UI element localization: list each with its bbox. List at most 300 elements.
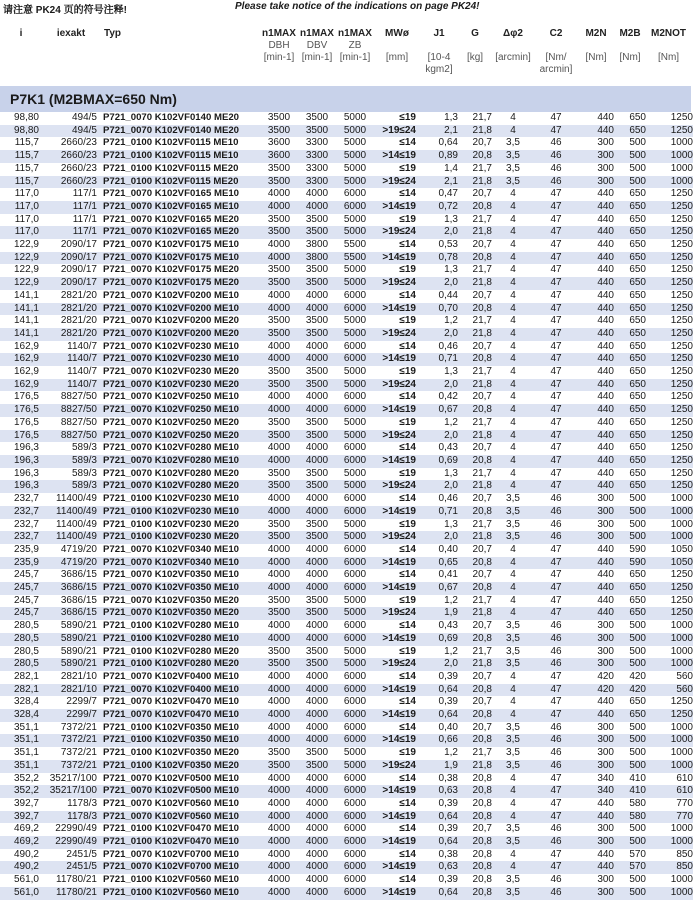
cell-m2b: 650	[614, 430, 646, 443]
cell-n1dbh: 4000	[260, 811, 298, 824]
cell-m2n: 440	[597, 467, 614, 479]
cell-c2: 47	[534, 684, 578, 697]
cell-m2b: 500	[629, 823, 646, 835]
cell-typ: P721_0070 K102VF0200 ME20	[103, 315, 240, 327]
cell-iexakt: 2451/5	[66, 848, 97, 860]
cell-iexakt: 2660/23	[42, 150, 100, 163]
cell-m2not: 770	[646, 811, 693, 824]
cell-j1: 1,2	[444, 315, 458, 327]
cell-typ: P721_0100 K102VF0350 ME20	[100, 760, 260, 773]
cell-typ: P721_0070 K102VF0175 ME20	[103, 264, 240, 276]
cell-n1dbh: 4000	[267, 391, 291, 403]
cell-typ: P721_0070 K102VF0560 ME10	[103, 797, 240, 809]
cell-m2b: 650	[629, 213, 646, 225]
cell-m2n: 300	[578, 531, 614, 544]
cell-m2b: 650	[614, 607, 646, 620]
cell-j1: 2,0	[420, 480, 458, 493]
cell-m2n: 440	[597, 543, 614, 555]
cell-m2n: 440	[597, 239, 614, 251]
cell-mw: >14≤19	[374, 506, 420, 519]
cell-n1zb: 5000	[343, 315, 367, 327]
cell-dphi: 3,5	[492, 633, 534, 646]
cell-typ: P721_0070 K102VF0250 ME10	[103, 391, 240, 403]
cell-typ: P721_0070 K102VF0140 ME20	[103, 112, 240, 123]
cell-mw: ≤14	[399, 620, 416, 632]
cell-c2: 47	[550, 670, 562, 682]
cell-m2n: 300	[597, 747, 614, 759]
cell-n1dbv: 3500	[298, 531, 336, 544]
cell-g: 20,7	[472, 188, 492, 200]
cell-mw: ≤14	[399, 848, 416, 860]
cell-i: 280,5	[0, 658, 42, 671]
cell-i: 176,5	[13, 391, 39, 403]
cell-m2not: 1250	[646, 328, 693, 341]
cell-c2: 47	[534, 480, 578, 493]
table-row	[0, 773, 693, 786]
cell-m2b: 650	[629, 467, 646, 479]
cell-g: 21,7	[472, 645, 492, 657]
cell-m2b: 650	[629, 315, 646, 327]
cell-m2not: 1250	[646, 582, 693, 595]
cell-j1: 1,3	[444, 467, 458, 479]
cell-m2not: 1050	[646, 557, 693, 570]
cell-c2: 46	[534, 734, 578, 747]
cell-n1zb: 6000	[343, 823, 367, 835]
table-row	[0, 798, 693, 811]
cell-typ: P721_0070 K102VF0250 ME10	[100, 404, 260, 417]
cell-n1dbh: 3500	[267, 594, 291, 606]
cell-n1dbh: 4000	[260, 557, 298, 570]
cell-iexakt: 2821/10	[60, 670, 97, 682]
cell-c2: 46	[550, 162, 562, 174]
cell-n1dbv: 4000	[298, 684, 336, 697]
cell-n1dbh: 3500	[267, 366, 291, 378]
cell-iexakt: 2090/17	[42, 252, 100, 265]
cell-n1dbh: 4000	[267, 620, 291, 632]
cell-m2not: 1000	[646, 658, 693, 671]
cell-n1dbv: 3500	[305, 467, 329, 479]
cell-m2not: 1000	[670, 645, 693, 657]
cell-dphi: 3,5	[506, 721, 520, 733]
cell-m2b: 500	[614, 887, 646, 900]
cell-mw: >14≤19	[374, 404, 420, 417]
cell-dphi: 4	[510, 289, 516, 301]
cell-n1dbh: 4000	[267, 874, 291, 886]
cell-n1zb: 5000	[343, 137, 367, 149]
cell-m2not: 1000	[670, 823, 693, 835]
cell-iexakt: 7372/21	[60, 721, 97, 733]
cell-iexakt: 22990/49	[42, 836, 100, 849]
cell-i: 328,4	[0, 709, 42, 722]
cell-m2b: 650	[629, 340, 646, 352]
cell-c2: 46	[534, 760, 578, 773]
cell-g: 21,8	[458, 607, 492, 620]
cell-c2: 47	[550, 569, 562, 581]
cell-typ: P721_0100 K102VF0280 ME20	[100, 658, 260, 671]
cell-i: 351,1	[0, 734, 42, 747]
cell-i: 115,7	[0, 150, 42, 163]
cell-i: 115,7	[14, 137, 39, 149]
cell-mw: ≤14	[399, 670, 416, 682]
cell-n1zb: 5000	[336, 379, 374, 392]
cell-mw: >14≤19	[374, 861, 420, 874]
cell-n1dbh: 4000	[260, 455, 298, 468]
cell-i: 235,9	[13, 543, 39, 555]
cell-g: 20,8	[458, 201, 492, 214]
cell-m2not: 1000	[670, 137, 693, 149]
cell-m2n: 420	[597, 670, 614, 682]
cell-g: 20,8	[458, 861, 492, 874]
cell-j1: 2,1	[420, 176, 458, 189]
cell-dphi: 4	[492, 785, 534, 798]
cell-m2n: 440	[597, 594, 614, 606]
cell-c2: 47	[550, 391, 562, 403]
cell-j1: 0,39	[438, 670, 458, 682]
cell-m2b: 650	[614, 480, 646, 493]
cell-typ: P721_0070 K102VF0340 ME10	[100, 557, 260, 570]
table-row	[0, 417, 693, 430]
cell-typ: P721_0070 K102VF0165 ME10	[103, 188, 240, 200]
header-mw: MWø [mm]	[385, 28, 409, 63]
header-m2n: M2N [Nm]	[585, 28, 607, 63]
table-row	[0, 264, 693, 277]
cell-i: 245,7	[13, 594, 39, 606]
cell-n1dbv: 3500	[305, 645, 329, 657]
cell-dphi: 3,5	[492, 531, 534, 544]
cell-g: 20,8	[458, 150, 492, 163]
cell-m2not: 770	[676, 797, 693, 809]
cell-m2n: 440	[578, 607, 614, 620]
cell-c2: 47	[550, 848, 562, 860]
cell-dphi: 4	[510, 213, 516, 225]
cell-m2n: 440	[597, 696, 614, 708]
cell-mw: >14≤19	[374, 836, 420, 849]
cell-n1dbh: 3500	[260, 176, 298, 189]
cell-g: 20,7	[472, 289, 492, 301]
cell-m2b: 650	[614, 353, 646, 366]
cell-i: 490,2	[13, 848, 39, 860]
cell-m2n: 440	[597, 315, 614, 327]
cell-m2n: 440	[597, 366, 614, 378]
cell-c2: 47	[534, 430, 578, 443]
cell-iexakt: 2660/23	[42, 176, 100, 189]
table-row	[0, 811, 693, 824]
table-row	[0, 150, 693, 163]
cell-m2n: 300	[597, 823, 614, 835]
cell-mw: >14≤19	[374, 353, 420, 366]
cell-i: 176,5	[0, 404, 42, 417]
table-row	[0, 557, 693, 570]
cell-c2: 47	[550, 442, 562, 454]
cell-iexakt: 117/1	[72, 188, 97, 200]
cell-m2not: 1000	[670, 721, 693, 733]
cell-i: 282,1	[0, 684, 42, 697]
cell-typ: P721_0070 K102VF0350 ME10	[100, 582, 260, 595]
cell-n1dbh: 4000	[267, 696, 291, 708]
cell-i: 392,7	[0, 811, 42, 824]
table-row	[0, 531, 693, 544]
cell-j1: 0,70	[420, 303, 458, 316]
cell-m2not: 1000	[646, 506, 693, 519]
cell-mw: >14≤19	[374, 150, 420, 163]
cell-j1: 0,38	[438, 848, 458, 860]
cell-i: 352,2	[0, 785, 42, 798]
cell-typ: P721_0070 K102VF0470 ME10	[100, 709, 260, 722]
cell-iexakt: 1140/7	[67, 366, 97, 378]
cell-n1dbh: 4000	[267, 670, 291, 682]
cell-n1dbh: 4000	[260, 709, 298, 722]
cell-iexakt: 5890/21	[60, 645, 97, 657]
cell-i: 176,5	[13, 416, 39, 428]
cell-dphi: 3,5	[506, 823, 520, 835]
cell-n1dbh: 3500	[267, 747, 291, 759]
cell-m2n: 300	[597, 620, 614, 632]
header-n1dbv: n1MAX DBV [min-1]	[300, 28, 334, 63]
cell-mw: >14≤19	[374, 633, 420, 646]
cell-j1: 1,2	[444, 416, 458, 428]
cell-mw: ≤14	[399, 340, 416, 352]
cell-iexakt: 2660/23	[60, 162, 97, 174]
cell-c2: 47	[550, 696, 562, 708]
cell-g: 20,8	[472, 772, 492, 784]
cell-i: 245,7	[0, 582, 42, 595]
cell-i: 122,9	[0, 277, 42, 290]
cell-c2: 47	[534, 582, 578, 595]
cell-m2b: 500	[629, 493, 646, 505]
cell-c2: 46	[550, 493, 562, 505]
cell-dphi: 4	[492, 709, 534, 722]
cell-n1zb: 5000	[336, 176, 374, 189]
table-row	[0, 125, 693, 138]
cell-n1dbv: 4000	[298, 836, 336, 849]
cell-mw: ≤19	[399, 112, 416, 123]
cell-mw: >19≤24	[374, 125, 420, 138]
cell-dphi: 4	[510, 366, 516, 378]
table-row	[0, 188, 693, 201]
cell-c2: 46	[534, 633, 578, 646]
cell-n1dbh: 4000	[260, 734, 298, 747]
cell-m2not: 1000	[646, 633, 693, 646]
cell-dphi: 4	[510, 696, 516, 708]
cell-dphi: 4	[492, 430, 534, 443]
cell-m2b: 500	[614, 734, 646, 747]
cell-n1dbv: 3500	[305, 747, 329, 759]
cell-i: 351,1	[13, 721, 39, 733]
cell-m2n: 300	[597, 874, 614, 886]
cell-c2: 46	[534, 836, 578, 849]
cell-g: 20,8	[458, 557, 492, 570]
cell-n1dbh: 4000	[267, 239, 291, 251]
cell-i: 122,9	[13, 239, 39, 251]
table-row	[0, 861, 693, 874]
table-row	[0, 341, 693, 354]
cell-g: 21,8	[458, 176, 492, 189]
cell-n1dbv: 3500	[298, 760, 336, 773]
cell-mw: >19≤24	[374, 277, 420, 290]
cell-dphi: 4	[510, 772, 516, 784]
cell-n1zb: 6000	[343, 797, 367, 809]
cell-c2: 47	[550, 289, 562, 301]
cell-g: 21,8	[458, 226, 492, 239]
cell-m2not: 1250	[646, 252, 693, 265]
cell-g: 21,7	[472, 467, 492, 479]
cell-c2: 46	[534, 506, 578, 519]
cell-n1zb: 5000	[343, 162, 367, 174]
cell-m2n: 340	[578, 785, 614, 798]
cell-j1: 0,66	[420, 734, 458, 747]
cell-c2: 47	[534, 861, 578, 874]
cell-n1dbv: 3500	[298, 607, 336, 620]
cell-n1zb: 6000	[336, 861, 374, 874]
cell-mw: ≤14	[399, 874, 416, 886]
cell-m2b: 500	[614, 506, 646, 519]
table-row	[0, 353, 693, 366]
cell-n1dbh: 4000	[260, 201, 298, 214]
cell-c2: 46	[550, 645, 562, 657]
cell-m2n: 440	[578, 379, 614, 392]
cell-j1: 0,89	[420, 150, 458, 163]
cell-m2not: 1000	[670, 493, 693, 505]
cell-g: 20,8	[458, 836, 492, 849]
cell-iexakt: 11400/49	[42, 506, 100, 519]
cell-m2not: 1250	[646, 226, 693, 239]
cell-i: 141,1	[13, 315, 39, 327]
cell-g: 20,7	[472, 569, 492, 581]
cell-m2b: 650	[629, 289, 646, 301]
cell-mw: >14≤19	[374, 557, 420, 570]
cell-j1: 0,39	[438, 696, 458, 708]
cell-m2b: 500	[614, 658, 646, 671]
cell-m2n: 440	[597, 391, 614, 403]
cell-c2: 47	[534, 709, 578, 722]
cell-n1zb: 6000	[336, 633, 374, 646]
cell-m2not: 1250	[646, 303, 693, 316]
cell-n1zb: 6000	[336, 506, 374, 519]
cell-m2not: 850	[676, 848, 693, 860]
table-row	[0, 201, 693, 214]
cell-m2not: 1250	[670, 391, 693, 403]
cell-j1: 0,38	[438, 772, 458, 784]
cell-i: 280,5	[13, 620, 39, 632]
cell-i: 561,0	[13, 874, 39, 886]
cell-iexakt: 8827/50	[60, 416, 97, 428]
cell-iexakt: 22990/49	[55, 823, 97, 835]
cell-m2n: 440	[597, 797, 614, 809]
cell-mw: ≤19	[399, 645, 416, 657]
cell-typ: P721_0100 K102VF0280 ME10	[100, 633, 260, 646]
cell-m2not: 1000	[670, 162, 693, 174]
table-row	[0, 823, 693, 836]
cell-n1zb: 6000	[336, 201, 374, 214]
cell-c2: 47	[534, 201, 578, 214]
cell-n1zb: 5500	[343, 239, 367, 251]
cell-dphi: 4	[510, 797, 516, 809]
cell-i: 141,1	[0, 303, 42, 316]
cell-typ: P721_0100 K102VF0280 ME20	[103, 645, 240, 657]
cell-n1dbv: 3500	[305, 264, 329, 276]
cell-c2: 47	[550, 239, 562, 251]
cell-c2: 46	[534, 531, 578, 544]
cell-j1: 1,9	[420, 760, 458, 773]
cell-m2not: 1250	[646, 379, 693, 392]
cell-m2n: 300	[578, 150, 614, 163]
cell-n1zb: 6000	[336, 785, 374, 798]
cell-mw: ≤19	[399, 747, 416, 759]
cell-n1dbv: 4000	[305, 696, 329, 708]
cell-m2b: 590	[629, 543, 646, 555]
cell-n1dbv: 4000	[305, 797, 329, 809]
cell-m2n: 300	[597, 162, 614, 174]
cell-i: 245,7	[0, 607, 42, 620]
cell-i: 98,80	[13, 112, 39, 123]
cell-typ: P721_0100 K102VF0115 ME20	[103, 162, 239, 174]
cell-g: 20,8	[458, 633, 492, 646]
cell-mw: ≤14	[399, 543, 416, 555]
cell-n1dbh: 3500	[260, 760, 298, 773]
cell-m2n: 440	[597, 340, 614, 352]
cell-m2b: 570	[614, 861, 646, 874]
cell-typ: P721_0100 K102VF0115 ME10	[100, 150, 260, 163]
cell-n1dbv: 4000	[298, 201, 336, 214]
cell-m2b: 570	[629, 848, 646, 860]
cell-dphi: 4	[492, 582, 534, 595]
cell-iexakt: 3686/15	[60, 594, 97, 606]
cell-i: 232,7	[13, 493, 39, 505]
cell-n1zb: 5000	[343, 112, 367, 123]
table-row	[0, 836, 693, 849]
cell-dphi: 4	[492, 455, 534, 468]
cell-i: 351,1	[13, 747, 39, 759]
cell-g: 20,8	[472, 797, 492, 809]
cell-g: 20,8	[458, 684, 492, 697]
cell-typ: P721_0070 K102VF0500 ME10	[100, 785, 260, 798]
cell-g: 21,8	[458, 379, 492, 392]
cell-c2: 47	[534, 125, 578, 138]
cell-iexakt: 494/5	[42, 125, 100, 138]
cell-mw: >14≤19	[374, 709, 420, 722]
cell-c2: 47	[550, 366, 562, 378]
cell-m2b: 650	[614, 303, 646, 316]
cell-mw: >19≤24	[374, 531, 420, 544]
cell-j1: 0,43	[438, 442, 458, 454]
cell-i: 196,3	[0, 455, 42, 468]
cell-m2not: 1250	[670, 467, 693, 479]
cell-n1dbh: 4000	[260, 861, 298, 874]
table-row	[0, 633, 693, 646]
cell-j1: 0,46	[438, 340, 458, 352]
cell-iexakt: 8827/50	[42, 430, 100, 443]
cell-m2not: 1000	[670, 747, 693, 759]
cell-m2not: 560	[676, 670, 693, 682]
cell-c2: 47	[550, 543, 562, 555]
cell-m2b: 650	[629, 188, 646, 200]
table-row	[0, 658, 693, 671]
cell-dphi: 3,5	[506, 518, 520, 530]
cell-n1dbh: 4000	[260, 404, 298, 417]
cell-g: 21,7	[472, 416, 492, 428]
cell-j1: 0,71	[420, 506, 458, 519]
cell-g: 21,7	[472, 162, 492, 174]
cell-n1dbv: 4000	[298, 887, 336, 900]
table-row	[0, 315, 693, 328]
cell-mw: ≤14	[399, 823, 416, 835]
cell-n1dbh: 3500	[267, 416, 291, 428]
cell-n1dbh: 3500	[260, 430, 298, 443]
cell-n1dbh: 3500	[267, 315, 291, 327]
cell-m2n: 300	[597, 493, 614, 505]
cell-m2not: 1250	[670, 188, 693, 200]
cell-mw: ≤14	[399, 442, 416, 454]
